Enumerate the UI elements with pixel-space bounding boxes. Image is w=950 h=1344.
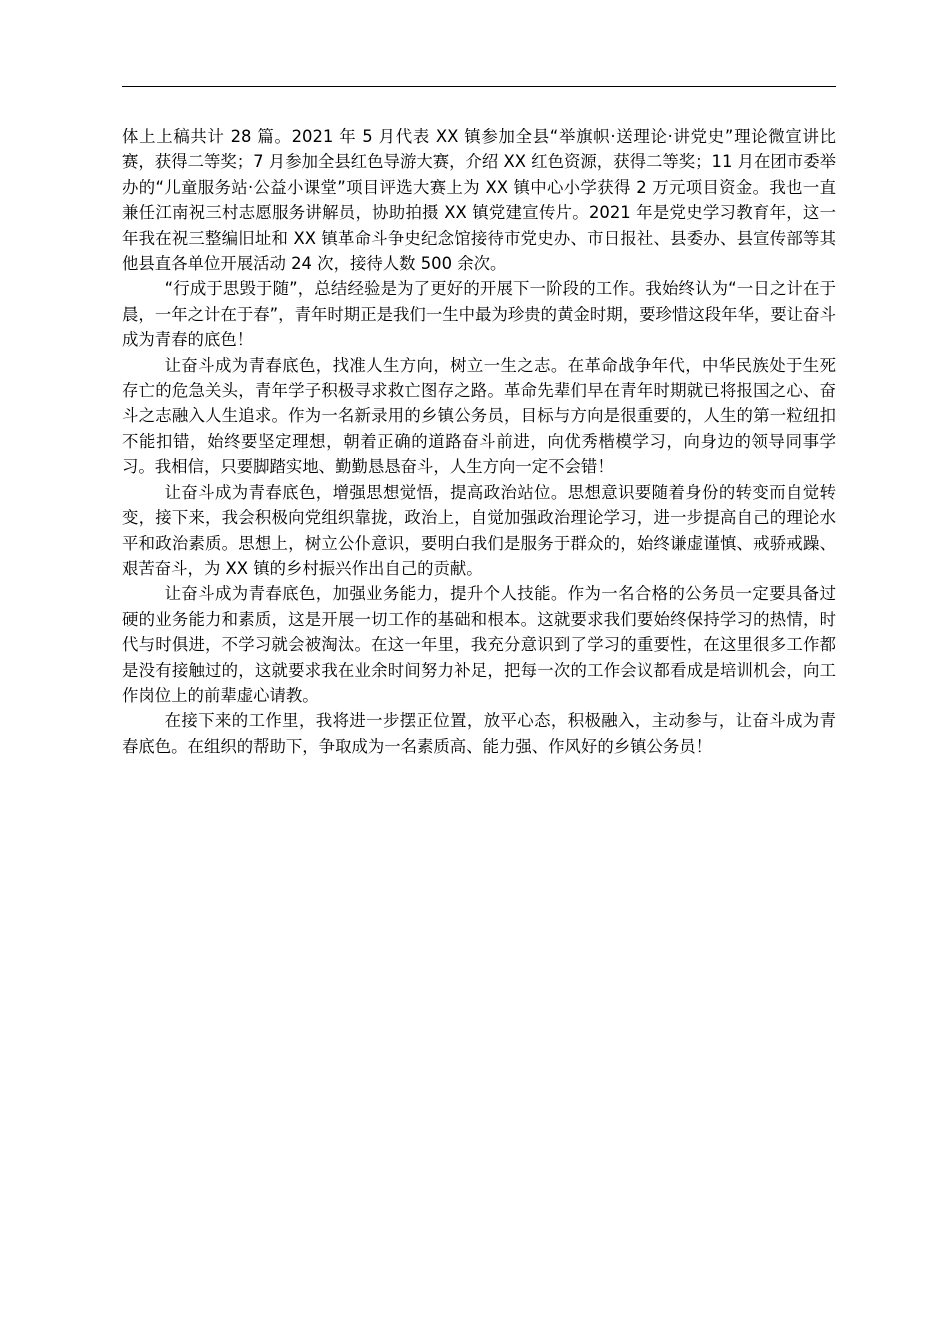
document-body	[122, 124, 836, 759]
paragraph-5: 让奋斗成为青春底色，加强业务能力，提升个人技能。作为一名合格的公务员一定要具备过硬的业务能力和素质，这是开展一切工作的基础和根本。这就要求我们要始终保持学习的热情，时代与时俱进，不学习就会被淘汰。在这一年里，我充分意识到了学习的重要性，在这里很多工作都是没有接触过的，这就要求我在业余时间努力补足，把每一次的工作会议都看成是培训机会，向工作岗位上的前辈虚心请教。	[122, 584, 836, 705]
paragraph-4: 让奋斗成为青春底色，增强思想觉悟，提高政治站位。思想意识要随着身份的转变而自觉转变，接下来，我会积极向党组织靠拢，政治上，自觉加强政治理论学习，进一步提高自己的理论水平和政治素质。思想上，树立公仆意识，要明白我们是服务于群众的，始终谦虚谨慎、戒骄戒躁、艰苦奋斗，为 XX 镇的乡村振兴作出自己的贡献。	[122, 482, 836, 578]
paragraph-2: “行成于思毁于随”，总结经验是为了更好的开展下一阶段的工作。我始终认为“一日之计在于晨，一年之计在于春”，青年时期正是我们一生中最为珍贵的黄金时期，要珍惜这段年华，要让奋斗成为青春的底色！	[122, 279, 836, 350]
paragraph-1: 体上上稿共计 28 篇。2021 年 5 月代表 XX 镇参加全县“举旗帜·送理论·讲党史”理论微宣讲比赛，获得二等奖；7 月参加全县红色导游大赛，介绍 XX 红色资源，获得二等奖；11 月在团市委举办的“儿童服务站·公益小课堂”项目评选大赛上为 XX 镇中心小学获得 2 万元项目资金。我也一直兼任江南祝三村志愿服务讲解员，协助拍摄 XX 镇党建宣传片。2021 年是党史学习教育年，这一年我在祝三整编旧址和 XX 镇革命斗争史纪念馆接待市党史办、市日报社、县委办、县宣传部等其他县直各单位开展活动 24 次，接待人数 500 余次。	[122, 127, 836, 274]
header-rule	[122, 86, 836, 87]
paragraph-6: 在接下来的工作里，我将进一步摆正位置，放平心态，积极融入，主动参与，让奋斗成为青春底色。在组织的帮助下，争取成为一名素质高、能力强、作风好的乡镇公务员！	[122, 711, 836, 756]
paragraph-3: 让奋斗成为青春底色，找准人生方向，树立一生之志。在革命战争年代，中华民族处于生死存亡的危急关头，青年学子积极寻求救亡图存之路。革命先辈们早在青年时期就已将报国之心、奋斗之志融入人生追求。作为一名新录用的乡镇公务员，目标与方向是很重要的，人生的第一粒纽扣不能扣错，始终要坚定理想，朝着正确的道路奋斗前进，向优秀楷模学习，向身边的领导同事学习。我相信，只要脚踏实地、勤勤恳恳奋斗，人生方向一定不会错！	[122, 355, 836, 477]
